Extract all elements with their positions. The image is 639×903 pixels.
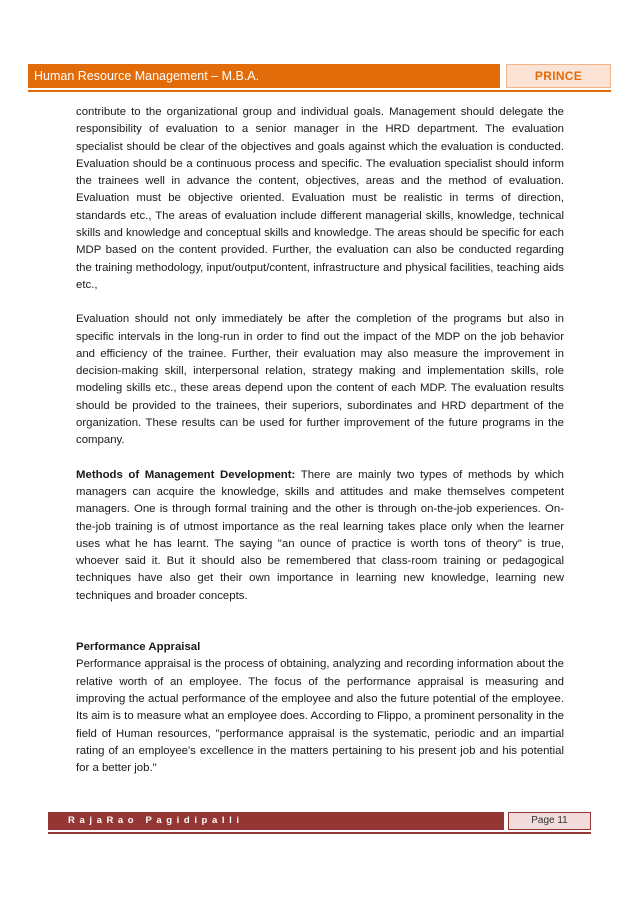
paragraph-methods — [76, 467, 564, 605]
methods-text: There are mainly two types of methods by which managers can acquire the knowledge, skills and attitudes and make themselves competent managers. One is through formal training and the other is through on-the-job experiences. On-the-job training is of utmost importance as the real learning takes place only when the learner uses what he has learnt. The saying "an ounce of practice is worth tons of theory" is true, whoever said it. But it should also be remembered that class-room training or pedagogical techniques have also get their own importance in learning new knowledge, learning new techniques and broader concepts. — [76, 468, 565, 602]
page-footer — [48, 812, 591, 830]
page-header — [28, 64, 611, 88]
page-content — [76, 104, 564, 777]
page-number: Page 11 — [508, 812, 591, 830]
section-heading-performance-appraisal: Performance Appraisal — [76, 641, 201, 654]
methods-heading: Methods of Management Development: — [76, 468, 296, 481]
paragraph-evaluation-2: Evaluation should not only immediately be after the completion of the programs but also in specific intervals in the long-run in order to find out the impact of the MDP on the job behavior and efficiency of the trainee. Further, their evaluation may also measure the improvement in decision-making skill, interpersonal relation, strategy making and implementation skills, role modeling skills etc., these areas depend upon the content of each MDP. The evaluation results should be provided to the trainees, their superiors, subordinates and HRD department of the organization. These results can be used for further improvement of the future programs in the company. — [76, 313, 564, 447]
paragraph-performance-appraisal: Performance appraisal is the process of obtaining, analyzing and recording information about the relative worth of an employee. The focus of the performance appraisal is measuring and improving the actual performance of the employee and also the future potential of the employee. Its aim is to measure what an employee does. According to Flippo, a prominent personality in the field of Human resources, "performance appraisal is the systematic, periodic and an impartial rating of an employee's excellence in the matters pertaining to his present job and his potential for a better job." — [76, 658, 564, 775]
footer-author: RajaRao Pagidipalli — [48, 812, 504, 830]
header-divider — [28, 90, 611, 92]
header-right-label: PRINCE — [506, 64, 611, 88]
footer-divider — [48, 832, 591, 834]
header-title: Human Resource Management – M.B.A. — [28, 64, 500, 88]
paragraph-evaluation-1: contribute to the organizational group and individual goals. Management should delegate the responsibility of evaluation to a senior manager in the HRD department. The evaluation specialist should be clear of the objectives and goals against which the evaluation is conducted. Evaluation should be a continuous process and specific. The evaluation specialist should inform the trainees well in advance the content, objectives, areas and the method of evaluation. Evaluation must be objective oriented. Evaluation must be realistic in terms of direction, standards etc., The areas of evaluation include different managerial skills, knowledge, technical skills and knowledge and conceptual skills and knowledge. The areas should be specific for each MDP based on the content provided. Further, the evaluation can also be conducted regarding the training methodology, input/output/content, infrastructure and physical facilities, teaching aids etc., — [76, 106, 564, 291]
